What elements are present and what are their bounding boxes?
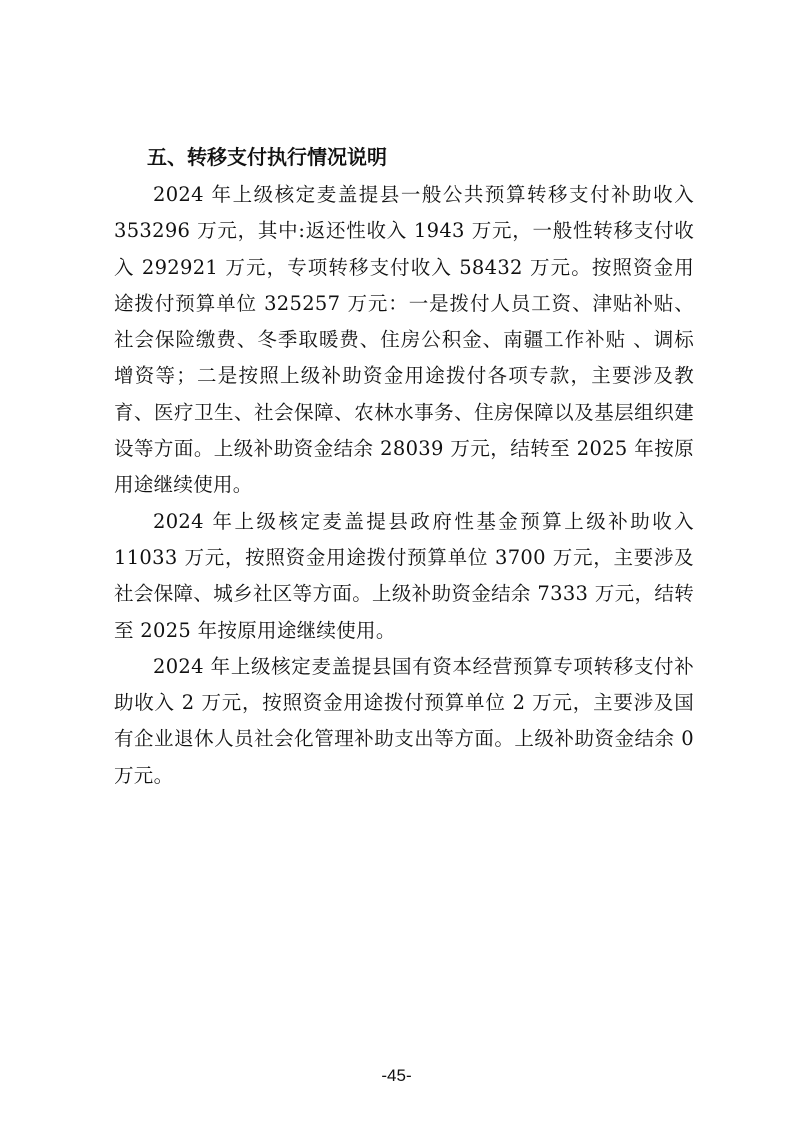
page-number: -45- xyxy=(381,1066,412,1085)
paragraph-general-budget-transfer: 2024 年上级核定麦盖提县一般公共预算转移支付补助收入 353296 万元，其中:返还性收入 1943 万元，一般性转移支付收入 292921 万元，专项转移支付收入 58432 万元。按照资金用途拨付预算单位 325257 万元：一是拨付人员工资、津贴补贴、社会保险缴费、冬季取暖费、住房公积金、南疆工作补贴 、调标增资等；二是按照上级补助资金用途拨付各项专款，主要涉及教育、医疗卫生、社会保障、农林水事务、住房保障以及基层组织建设等方面。上级补助资金结余 28039 万元，结转至 2025 年按原用途继续使用。 xyxy=(114,183,694,497)
paragraph-state-capital-transfer: 2024 年上级核定麦盖提县国有资本经营预算专项转移支付补助收入 2 万元，按照资金用途拨付预算单位 2 万元，主要涉及国有企业退休人员社会化管理补助支出等方面。上级补助资金结余 0 万元。 xyxy=(114,654,694,787)
section-heading: 五、转移支付执行情况说明 xyxy=(147,145,387,169)
body-text xyxy=(114,177,694,794)
paragraph-government-fund-transfer: 2024 年上级核定麦盖提县政府性基金预算上级补助收入 11033 万元，按照资金用途拨付预算单位 3700 万元，主要涉及社会保障、城乡社区等方面。上级补助资金结余 7333 万元，结转至 2025 年按原用途继续使用。 xyxy=(114,509,694,642)
